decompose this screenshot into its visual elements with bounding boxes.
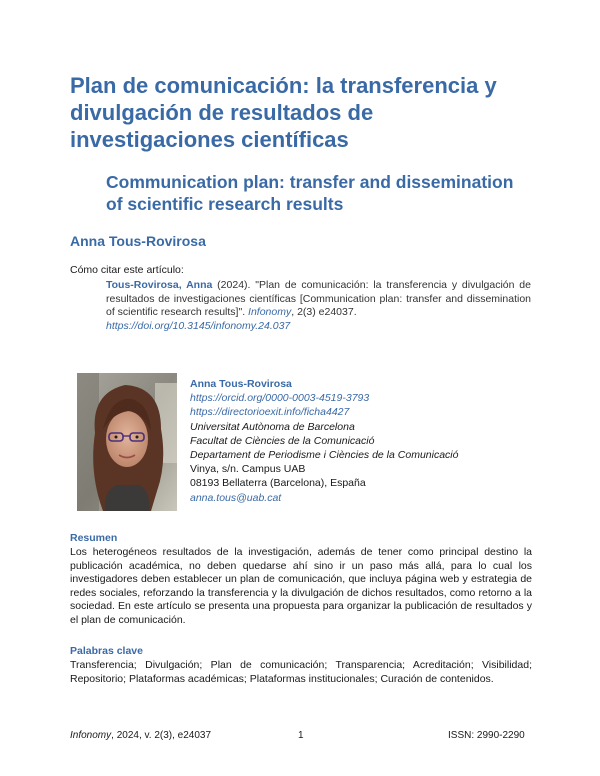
footer-volume: , 2024, v. 2(3), e24037 (111, 730, 212, 741)
bio-department: Departament de Periodisme i Ciències de la Comunicació (190, 449, 459, 462)
author-name: Anna Tous-Rovirosa (70, 233, 206, 249)
article-title: Plan de comunicación: la transferencia y divulgación de resultados de investigaciones científicas (70, 73, 497, 152)
abstract-text: Los heterogéneos resultados de la investigación, además de tener como principal destino la publicación académica, no deben quedarse ahí sino ir un paso más allá, para lo cual los investigadores deben establecer un plan de comunicación, que incluya página web y estrategia de redes sociales, reforzando la transferencia y la divulgación de dichos resultados, como retorno a la sociedad. En este artículo se presenta una propuesta para organizar la publicación de resultados y el plan de comunicación. (70, 546, 532, 626)
bio-faculty: Facultat de Ciències de la Comunicació (190, 434, 375, 447)
citation (106, 279, 531, 333)
orcid-link[interactable]: https://orcid.org/0000-0003-4519-3793 (190, 392, 370, 405)
abstract-heading: Resumen (70, 532, 118, 544)
citation-doi-link[interactable]: https://doi.org/10.3145/infonomy.24.037 (106, 319, 291, 332)
article-subtitle: Communication plan: transfer and dissemination of scientific research results (106, 172, 514, 214)
page-number: 1 (298, 730, 304, 741)
author-photo (77, 373, 177, 511)
bio-address-line2: 08193 Bellaterra (Barcelona), España (190, 477, 366, 490)
author-portrait-image (77, 373, 177, 511)
citation-label: Cómo citar este artículo: (70, 264, 184, 276)
footer-issn: ISSN: 2990-2290 (448, 730, 525, 741)
footer-journal: Infonomy (70, 730, 112, 741)
bio-university: Universitat Autònoma de Barcelona (190, 420, 355, 433)
footer-citation (70, 730, 211, 741)
keywords-text: Transferencia; Divulgación; Plan de comunicación; Transparencia; Acreditación; Visibilidad; Repositorio; Plataformas académicas; Plataformas institucionales; Curación de contenidos. (70, 659, 532, 685)
citation-journal: Infonomy (248, 306, 292, 318)
citation-text: (2024). "Plan de comunicación: la transferencia y divulgación de resultados de investigaciones científicas [Communication plan: transfer and dissemination of scientific research results]". (106, 279, 531, 318)
citation-volume: , 2(3) e24037. (291, 306, 357, 318)
bio-name: Anna Tous-Rovirosa (190, 378, 292, 390)
citation-author: Tous-Rovirosa, Anna (106, 279, 213, 291)
email-link[interactable]: anna.tous@uab.cat (190, 491, 282, 504)
author-bio (190, 377, 458, 505)
keywords-heading: Palabras clave (70, 645, 143, 657)
bio-address-line1: Vinya, s/n. Campus UAB (190, 463, 306, 476)
directory-link[interactable]: https://directorioexit.info/ficha4427 (190, 406, 350, 419)
